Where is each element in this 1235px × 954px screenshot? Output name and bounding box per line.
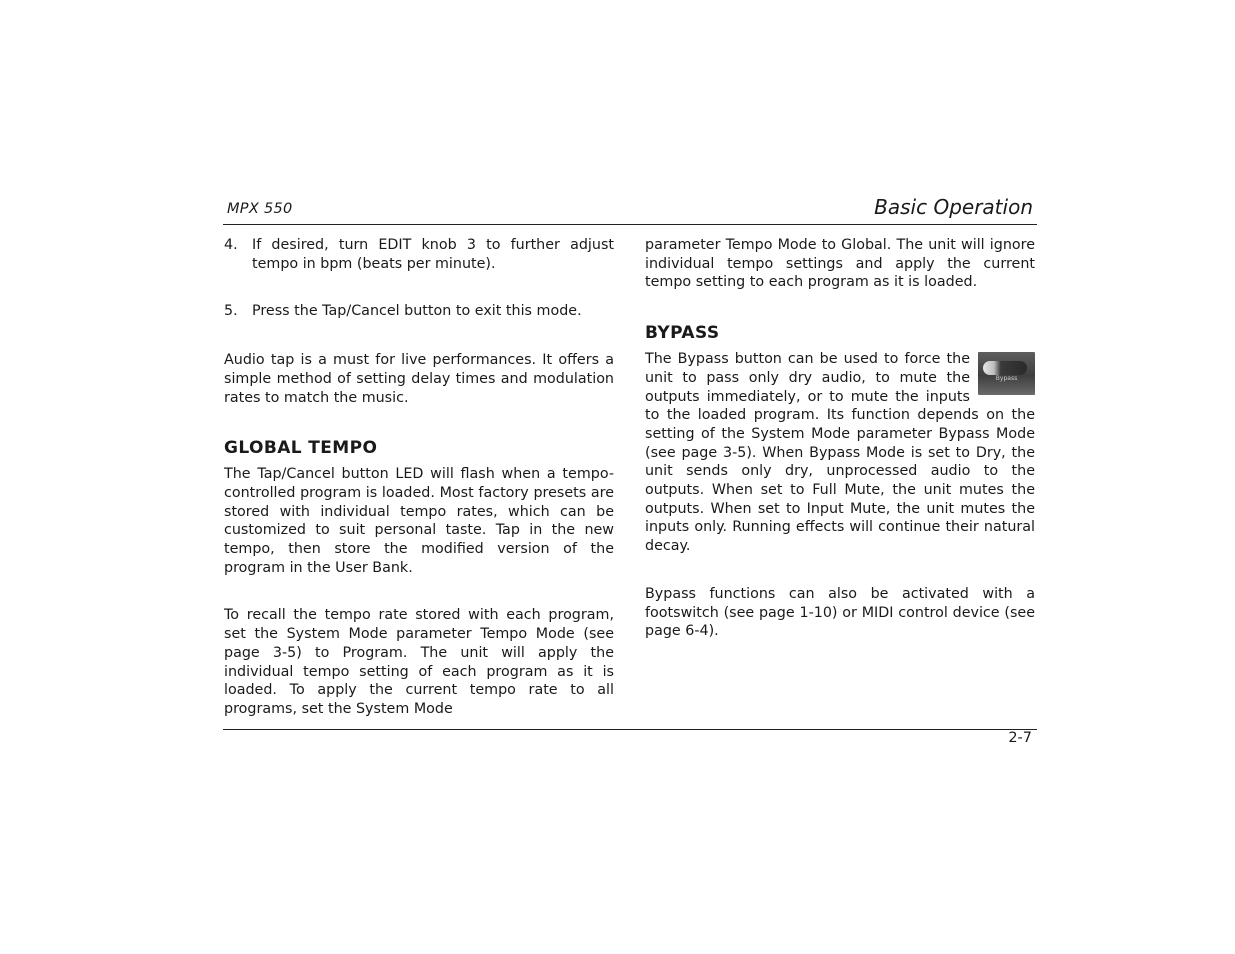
- bypass-section: [645, 350, 1035, 556]
- global-tempo-paragraph-1: The Tap/Cancel button LED will flash when a tempo-controlled program is loaded. Most factory presets are stored with individual tempo rates, which can be customized to suit personal taste. Tap in the new tempo, then store the modified version of the program in the User Bank.: [224, 466, 614, 576]
- header-product-name: MPX 550: [227, 201, 293, 217]
- header-rule: [223, 224, 1037, 225]
- tempo-mode-continuation: parameter Tempo Mode to Global. The unit will ignore individual tempo settings and apply the current tempo setting to each program as it is loaded.: [645, 237, 1035, 291]
- footer-rule: [223, 729, 1037, 730]
- global-tempo-paragraph-2: To recall the tempo rate stored with each program, set the System Mode parameter Tempo Mode (see page 3-5) to Program. The unit will apply the individual tempo setting of each program as it is loaded. To apply the current tempo rate to all programs, set the System Mode: [224, 607, 614, 717]
- step-text: If desired, turn EDIT knob 3 to further adjust tempo in bpm (beats per minute).: [252, 237, 614, 272]
- page-number: 2-7: [1008, 730, 1032, 746]
- header-section-title: Basic Operation: [874, 195, 1033, 219]
- bypass-paragraph-1: The Bypass button can be used to force the unit to pass only dry audio, to mute the outputs immediately, or to mute the inputs to the loaded program. Its function depends on the setting of the System Mode parameter Bypass Mode (see page 3-5). When Bypass Mode is set to Dry, the unit sends only dry, unprocessed audio to the outputs. When set to Full Mute, the unit mutes the outputs. When set to Input Mute, the unit mutes the inputs only. Running effects will continue their natural decay.: [645, 351, 1035, 555]
- step-5: [224, 302, 614, 321]
- step-number: 5.: [224, 303, 238, 320]
- right-column: [645, 236, 1035, 641]
- step-4: [224, 236, 614, 273]
- step-number: 4.: [224, 237, 238, 253]
- audio-tap-paragraph: Audio tap is a must for live performances. It offers a simple method of setting delay times and modulation rates to match the music.: [224, 352, 614, 406]
- left-column: [224, 236, 614, 719]
- step-text: Press the Tap/Cancel button to exit this mode.: [252, 303, 582, 320]
- bypass-button-photo: [978, 352, 1035, 395]
- bypass-heading: BYPASS: [645, 323, 720, 344]
- global-tempo-heading: GLOBAL TEMPO: [224, 438, 378, 459]
- bypass-paragraph-2: Bypass functions can also be activated with a footswitch (see page 1-10) or MIDI control device (see page 6-4).: [645, 585, 1035, 640]
- bypass-button-label: Bypass: [995, 375, 1018, 383]
